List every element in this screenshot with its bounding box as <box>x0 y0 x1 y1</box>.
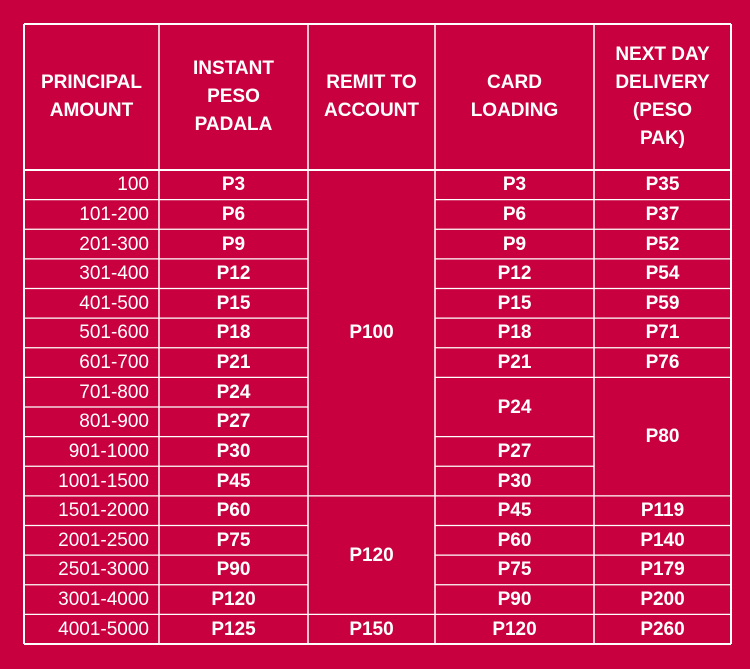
instant-peso-padala-cell: P125 <box>211 618 256 640</box>
card-loading-cell: P12 <box>497 263 532 285</box>
instant-peso-padala-cell: P45 <box>216 470 251 492</box>
instant-peso-padala-cell: P75 <box>216 529 251 551</box>
principal-amount-cell: 901-1000 <box>68 440 149 462</box>
header-principal-amount: PRINCIPAL AMOUNT <box>41 72 142 121</box>
instant-peso-padala-cell: P6 <box>221 203 246 225</box>
card-loading-cell: P6 <box>502 203 527 225</box>
principal-amount-cell: 101-200 <box>79 203 149 225</box>
principal-amount-cell: 2001-2500 <box>58 529 149 551</box>
principal-amount-cell: 201-300 <box>79 233 149 255</box>
principal-amount-cell: 401-500 <box>79 292 149 314</box>
remit-to-account-cell: P120 <box>349 544 394 566</box>
next-day-delivery-cell: P200 <box>640 589 685 611</box>
principal-amount-cell: 3001-4000 <box>58 589 149 611</box>
card-loading-cell: P18 <box>497 322 532 344</box>
principal-amount-cell: 2501-3000 <box>58 559 149 581</box>
instant-peso-padala-cell: P15 <box>216 292 251 314</box>
card-loading-cell: P9 <box>502 233 527 255</box>
next-day-delivery-cell: P119 <box>640 500 685 522</box>
next-day-delivery-cell: P76 <box>645 352 680 374</box>
instant-peso-padala-cell: P3 <box>221 174 246 196</box>
next-day-delivery-cell: P80 <box>645 426 680 448</box>
header-card-loading: CARD LOADING <box>470 72 559 121</box>
instant-peso-padala-cell: P24 <box>216 381 251 403</box>
card-loading-cell: P45 <box>497 500 532 522</box>
principal-amount-cell: 301-400 <box>79 263 149 285</box>
remit-to-account-cell: P150 <box>349 618 394 640</box>
instant-peso-padala-cell: P18 <box>216 322 251 344</box>
card-loading-cell: P24 <box>497 396 532 418</box>
instant-peso-padala-cell: P27 <box>216 411 251 433</box>
principal-amount-cell: 1501-2000 <box>58 500 149 522</box>
instant-peso-padala-cell: P90 <box>216 559 251 581</box>
header-next-day-delivery: NEXT DAY DELIVERY (PESO PAK) <box>615 44 710 149</box>
next-day-delivery-cell: P71 <box>645 322 680 344</box>
remit-to-account-cell: P100 <box>349 322 394 344</box>
next-day-delivery-cell: P179 <box>640 559 685 581</box>
instant-peso-padala-cell: P120 <box>211 589 256 611</box>
header-instant-peso-padala: INSTANT PESO PADALA <box>193 58 274 135</box>
principal-amount-cell: 501-600 <box>79 322 149 344</box>
next-day-delivery-cell: P37 <box>645 203 680 225</box>
instant-peso-padala-cell: P21 <box>216 352 251 374</box>
card-loading-cell: P30 <box>497 470 532 492</box>
instant-peso-padala-cell: P12 <box>216 263 251 285</box>
card-loading-cell: P75 <box>497 559 532 581</box>
next-day-delivery-cell: P54 <box>645 263 680 285</box>
card-loading-cell: P15 <box>497 292 532 314</box>
instant-peso-padala-cell: P9 <box>221 233 246 255</box>
principal-amount-cell: 801-900 <box>79 411 149 433</box>
principal-amount-cell: 1001-1500 <box>58 470 149 492</box>
instant-peso-padala-cell: P30 <box>216 440 251 462</box>
principal-amount-cell: 100 <box>117 174 149 196</box>
card-loading-cell: P120 <box>492 618 537 640</box>
card-loading-cell: P3 <box>502 174 527 196</box>
card-loading-cell: P21 <box>497 352 532 374</box>
header-remit-to-account: REMIT TO ACCOUNT <box>324 72 419 121</box>
next-day-delivery-cell: P140 <box>640 529 685 551</box>
next-day-delivery-cell: P52 <box>645 233 680 255</box>
card-loading-cell: P27 <box>497 440 532 462</box>
instant-peso-padala-cell: P60 <box>216 500 251 522</box>
principal-amount-cell: 701-800 <box>79 381 149 403</box>
card-loading-cell: P90 <box>497 589 532 611</box>
principal-amount-cell: 601-700 <box>79 352 149 374</box>
card-loading-cell: P60 <box>497 529 532 551</box>
principal-amount-cell: 4001-5000 <box>58 618 149 640</box>
next-day-delivery-cell: P59 <box>645 292 680 314</box>
next-day-delivery-cell: P35 <box>645 174 680 196</box>
next-day-delivery-cell: P260 <box>640 618 685 640</box>
